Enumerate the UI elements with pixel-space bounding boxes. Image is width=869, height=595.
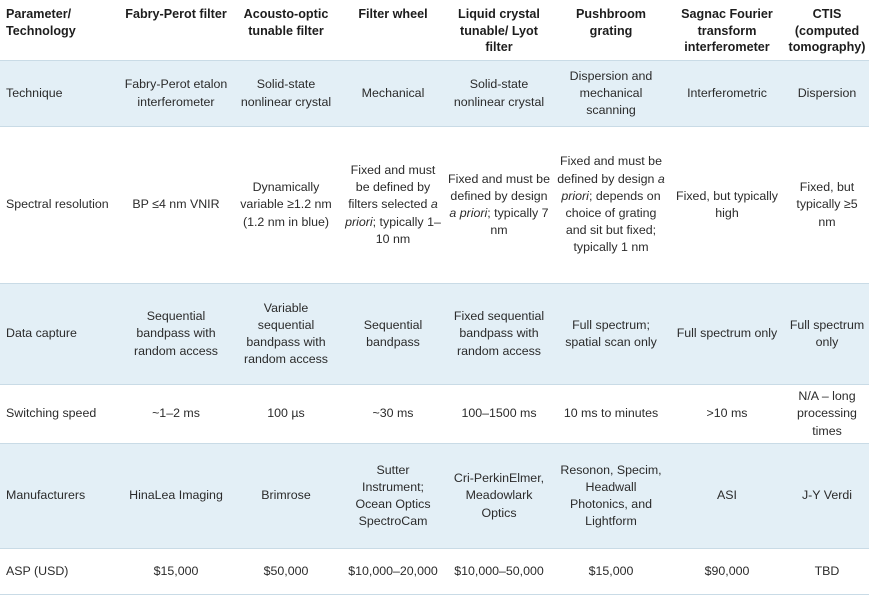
cell-fabry-perot: HinaLea Imaging	[121, 444, 231, 549]
cell-filter-wheel: Mechanical	[341, 61, 445, 127]
cell-ctis: Dispersion	[785, 61, 869, 127]
cell-pushbroom: Resonon, Specim, Headwall Photonics, and Lightform	[553, 444, 669, 549]
table-row	[0, 385, 869, 444]
table-row	[0, 549, 869, 595]
cell-ctis: Fixed, but typically ≥5 nm	[785, 127, 869, 284]
table-row	[0, 127, 869, 284]
header-liquid-crystal: Liquid crystal tunable/ Lyot filter	[458, 7, 540, 54]
cell-text: ; typically 1–10 nm	[372, 214, 441, 246]
cell-ctis: TBD	[785, 549, 869, 595]
cell-pushbroom	[553, 127, 669, 284]
cell-filter-wheel: ~30 ms	[341, 385, 445, 444]
row-label: Data capture	[0, 284, 121, 385]
cell-text: Fixed and must be defined by design	[557, 154, 662, 186]
header-pushbroom: Pushbroom grating	[576, 7, 646, 38]
cell-pushbroom: 10 ms to minutes	[553, 385, 669, 444]
cell-acousto-optic: Solid-state nonlinear crystal	[231, 61, 341, 127]
cell-liquid-crystal	[445, 127, 553, 284]
cell-pushbroom: Dispersion and mechanical scanning	[553, 61, 669, 127]
table-row	[0, 444, 869, 549]
row-label: ASP (USD)	[0, 549, 121, 595]
cell-acousto-optic: $50,000	[231, 549, 341, 595]
cell-emphasis: a priori	[449, 206, 488, 220]
table-row	[0, 284, 869, 385]
cell-fabry-perot: Sequential bandpass with random access	[121, 284, 231, 385]
cell-sagnac: $90,000	[669, 549, 785, 595]
row-label: Spectral resolution	[0, 127, 121, 284]
cell-filter-wheel	[341, 127, 445, 284]
header-sagnac: Sagnac Fourier transform interferometer	[681, 7, 773, 54]
cell-acousto-optic: Variable sequential bandpass with random access	[231, 284, 341, 385]
cell-text: ; typically 7 nm	[487, 206, 549, 238]
cell-pushbroom: $15,000	[553, 549, 669, 595]
header-ctis: CTIS (computed tomography)	[788, 7, 866, 54]
cell-fabry-perot: BP ≤4 nm VNIR	[121, 127, 231, 284]
cell-text: Fixed and must be defined by filters selected	[348, 162, 436, 212]
cell-liquid-crystal: $10,000–50,000	[445, 549, 553, 595]
cell-emphasis: a priori	[345, 197, 438, 229]
header-acousto-optic: Acousto-optic tunable filter	[243, 7, 329, 38]
row-label: Switching speed	[0, 385, 121, 444]
row-label: Manufacturers	[0, 444, 121, 549]
table-row	[0, 61, 869, 127]
cell-text: ; depends on choice of grating and sit but fixed; typically 1 nm	[565, 188, 661, 255]
header-row	[0, 0, 869, 61]
row-label: Technique	[0, 61, 121, 127]
cell-acousto-optic: Dynamically variable ≥1.2 nm (1.2 nm in blue)	[231, 127, 341, 284]
cell-liquid-crystal: Fixed sequential bandpass with random access	[445, 284, 553, 385]
cell-ctis: Full spectrum only	[785, 284, 869, 385]
cell-acousto-optic: 100 µs	[231, 385, 341, 444]
cell-filter-wheel: Sutter Instrument; Ocean Optics SpectroCam	[341, 444, 445, 549]
cell-sagnac: Full spectrum only	[669, 284, 785, 385]
table-body	[0, 61, 869, 595]
cell-fabry-perot: $15,000	[121, 549, 231, 595]
cell-filter-wheel: Sequential bandpass	[341, 284, 445, 385]
cell-ctis: J-Y Verdi	[785, 444, 869, 549]
cell-liquid-crystal: Solid-state nonlinear crystal	[445, 61, 553, 127]
cell-fabry-perot: ~1–2 ms	[121, 385, 231, 444]
cell-ctis: N/A – long processing times	[785, 385, 869, 444]
cell-sagnac: Interferometric	[669, 61, 785, 127]
cell-filter-wheel: $10,000–20,000	[341, 549, 445, 595]
cell-sagnac: >10 ms	[669, 385, 785, 444]
cell-liquid-crystal: 100–1500 ms	[445, 385, 553, 444]
cell-liquid-crystal: Cri-PerkinElmer, Meadowlark Optics	[445, 444, 553, 549]
cell-sagnac: Fixed, but typically high	[669, 127, 785, 284]
cell-text: Fixed and must be defined by design	[448, 171, 550, 203]
cell-emphasis: a priori	[561, 171, 665, 203]
table-header	[0, 0, 869, 61]
cell-acousto-optic: Brimrose	[231, 444, 341, 549]
header-parameter: Parameter/ Technology	[6, 7, 76, 38]
header-fabry-perot: Fabry-Perot filter	[125, 7, 227, 21]
cell-fabry-perot: Fabry-Perot etalon interferometer	[121, 61, 231, 127]
header-filter-wheel: Filter wheel	[358, 7, 428, 21]
cell-sagnac: ASI	[669, 444, 785, 549]
cell-pushbroom: Full spectrum; spatial scan only	[553, 284, 669, 385]
